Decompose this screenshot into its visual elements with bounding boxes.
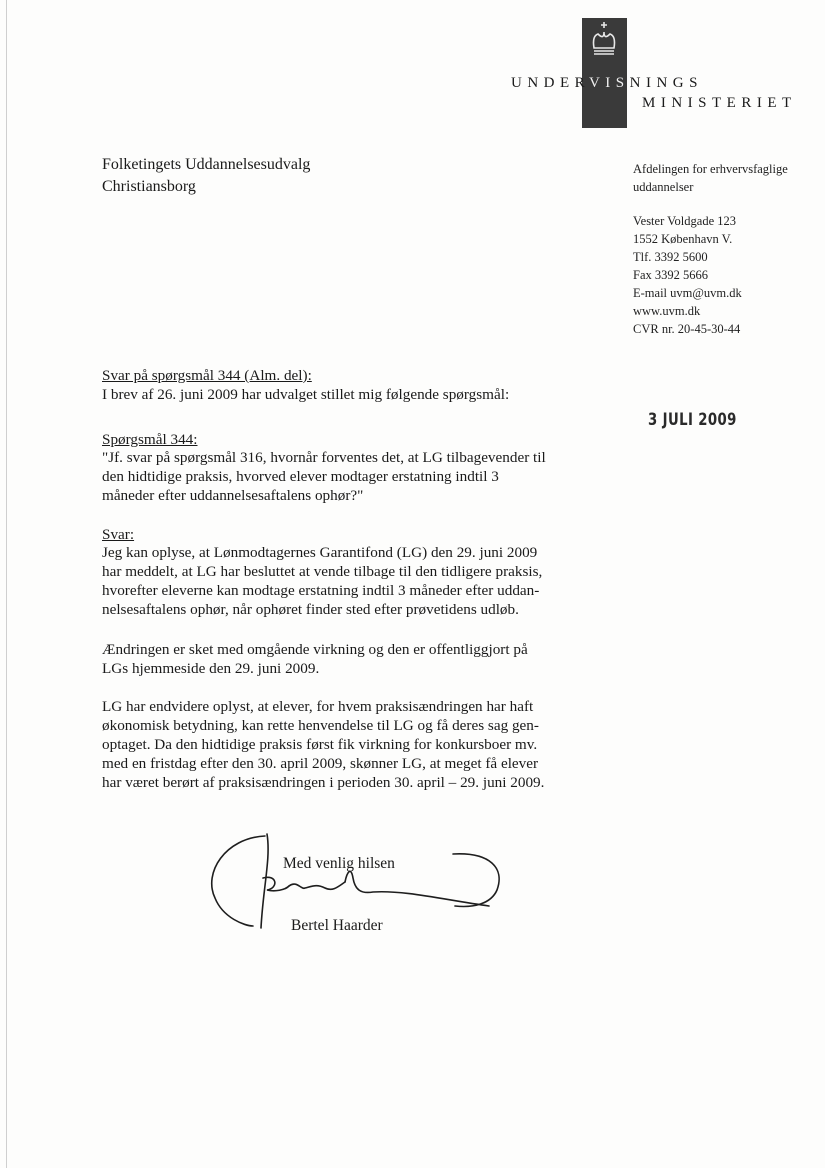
sender-city: 1552 København V. [633, 232, 733, 246]
answer-heading-text: Svar: [102, 526, 135, 543]
sender-department [633, 160, 788, 196]
question-heading-text: Spørgsmål 344: [102, 431, 198, 448]
answer-line: Jeg kan oplyse, at Lønmodtagernes Garantifond (LG) den 29. juni 2009 [102, 544, 538, 561]
sender-cvr: CVR nr. 20-45-30-44 [633, 322, 741, 336]
recipient-line2: Christiansborg [102, 178, 196, 195]
answer-heading [102, 525, 582, 544]
signer-name: Bertel Haarder [291, 917, 383, 934]
ministry-name-line2: MINISTERIET [642, 95, 797, 111]
answer-paragraph [102, 543, 582, 619]
info-line: økonomisk betydning, kan rette henvendelse til LG og få deres sag gen- [102, 717, 539, 734]
answer-line: hvorefter eleverne kan modtage erstatning indtil 3 måneder efter uddan- [102, 582, 540, 599]
question-text [102, 448, 582, 505]
logo-text-a: UNDER [511, 75, 589, 91]
change-line: Ændringen er sket med omgående virkning og den er offentliggjort på [102, 641, 528, 658]
subject-text: Svar på spørgsmål 344 (Alm. del): [102, 367, 312, 384]
info-line: LG har endvidere oplyst, at elever, for hvem praksisændringen har haft [102, 698, 534, 715]
logo-text-b: VIS [588, 75, 630, 91]
crown-logo [582, 18, 627, 128]
ministry-name-line1 [511, 75, 703, 92]
change-paragraph [102, 640, 582, 678]
sender-fax: Fax 3392 5666 [633, 268, 708, 282]
question-heading [102, 430, 582, 449]
answer-line: nelsesaftalens ophør, når ophøret finder sted efter prøvetidens udløb. [102, 601, 519, 618]
intro-line: I brev af 26. juni 2009 har udvalget stillet mig følgende spørgsmål: [102, 386, 510, 403]
info-paragraph [102, 697, 582, 792]
department-line2: uddannelser [633, 180, 694, 194]
question-line: den hidtidige praksis, hvorved elever modtager erstatning indtil 3 [102, 468, 499, 485]
sender-phone: Tlf. 3392 5600 [633, 250, 708, 264]
department-line1: Afdelingen for erhvervsfaglige [633, 162, 788, 176]
info-line: med en fristdag efter den 30. april 2009, skønner LG, at meget få elever [102, 755, 539, 772]
closing-greeting: Med venlig hilsen [283, 855, 395, 872]
question-line: "Jf. svar på spørgsmål 316, hvornår forventes det, at LG tilbagevender til [102, 449, 546, 466]
sender-email: E-mail uvm@uvm.dk [633, 286, 742, 300]
change-line: LGs hjemmeside den 29. juni 2009. [102, 660, 320, 677]
sender-street: Vester Voldgade 123 [633, 214, 736, 228]
info-line: optaget. Da den hidtidige praksis først fik virkning for konkursboer mv. [102, 736, 538, 753]
sender-info [633, 160, 788, 338]
scan-edge [6, 0, 7, 1168]
recipient-line1: Folketingets Uddannelsesudvalg [102, 156, 311, 173]
logo-text-c: NINGS [629, 75, 703, 91]
recipient-address [102, 154, 310, 198]
info-line: har været berørt af praksisændringen i perioden 30. april – 29. juni 2009. [102, 774, 545, 791]
date-stamp: 3 JULI 2009 [648, 410, 737, 430]
question-line: måneder efter uddannelsesaftalens ophør?" [102, 487, 364, 504]
crown-icon [588, 20, 620, 60]
answer-line: har meddelt, at LG har besluttet at vende tilbage til den tidligere praksis, [102, 563, 543, 580]
subject-line [102, 366, 582, 385]
sender-website: www.uvm.dk [633, 304, 701, 318]
